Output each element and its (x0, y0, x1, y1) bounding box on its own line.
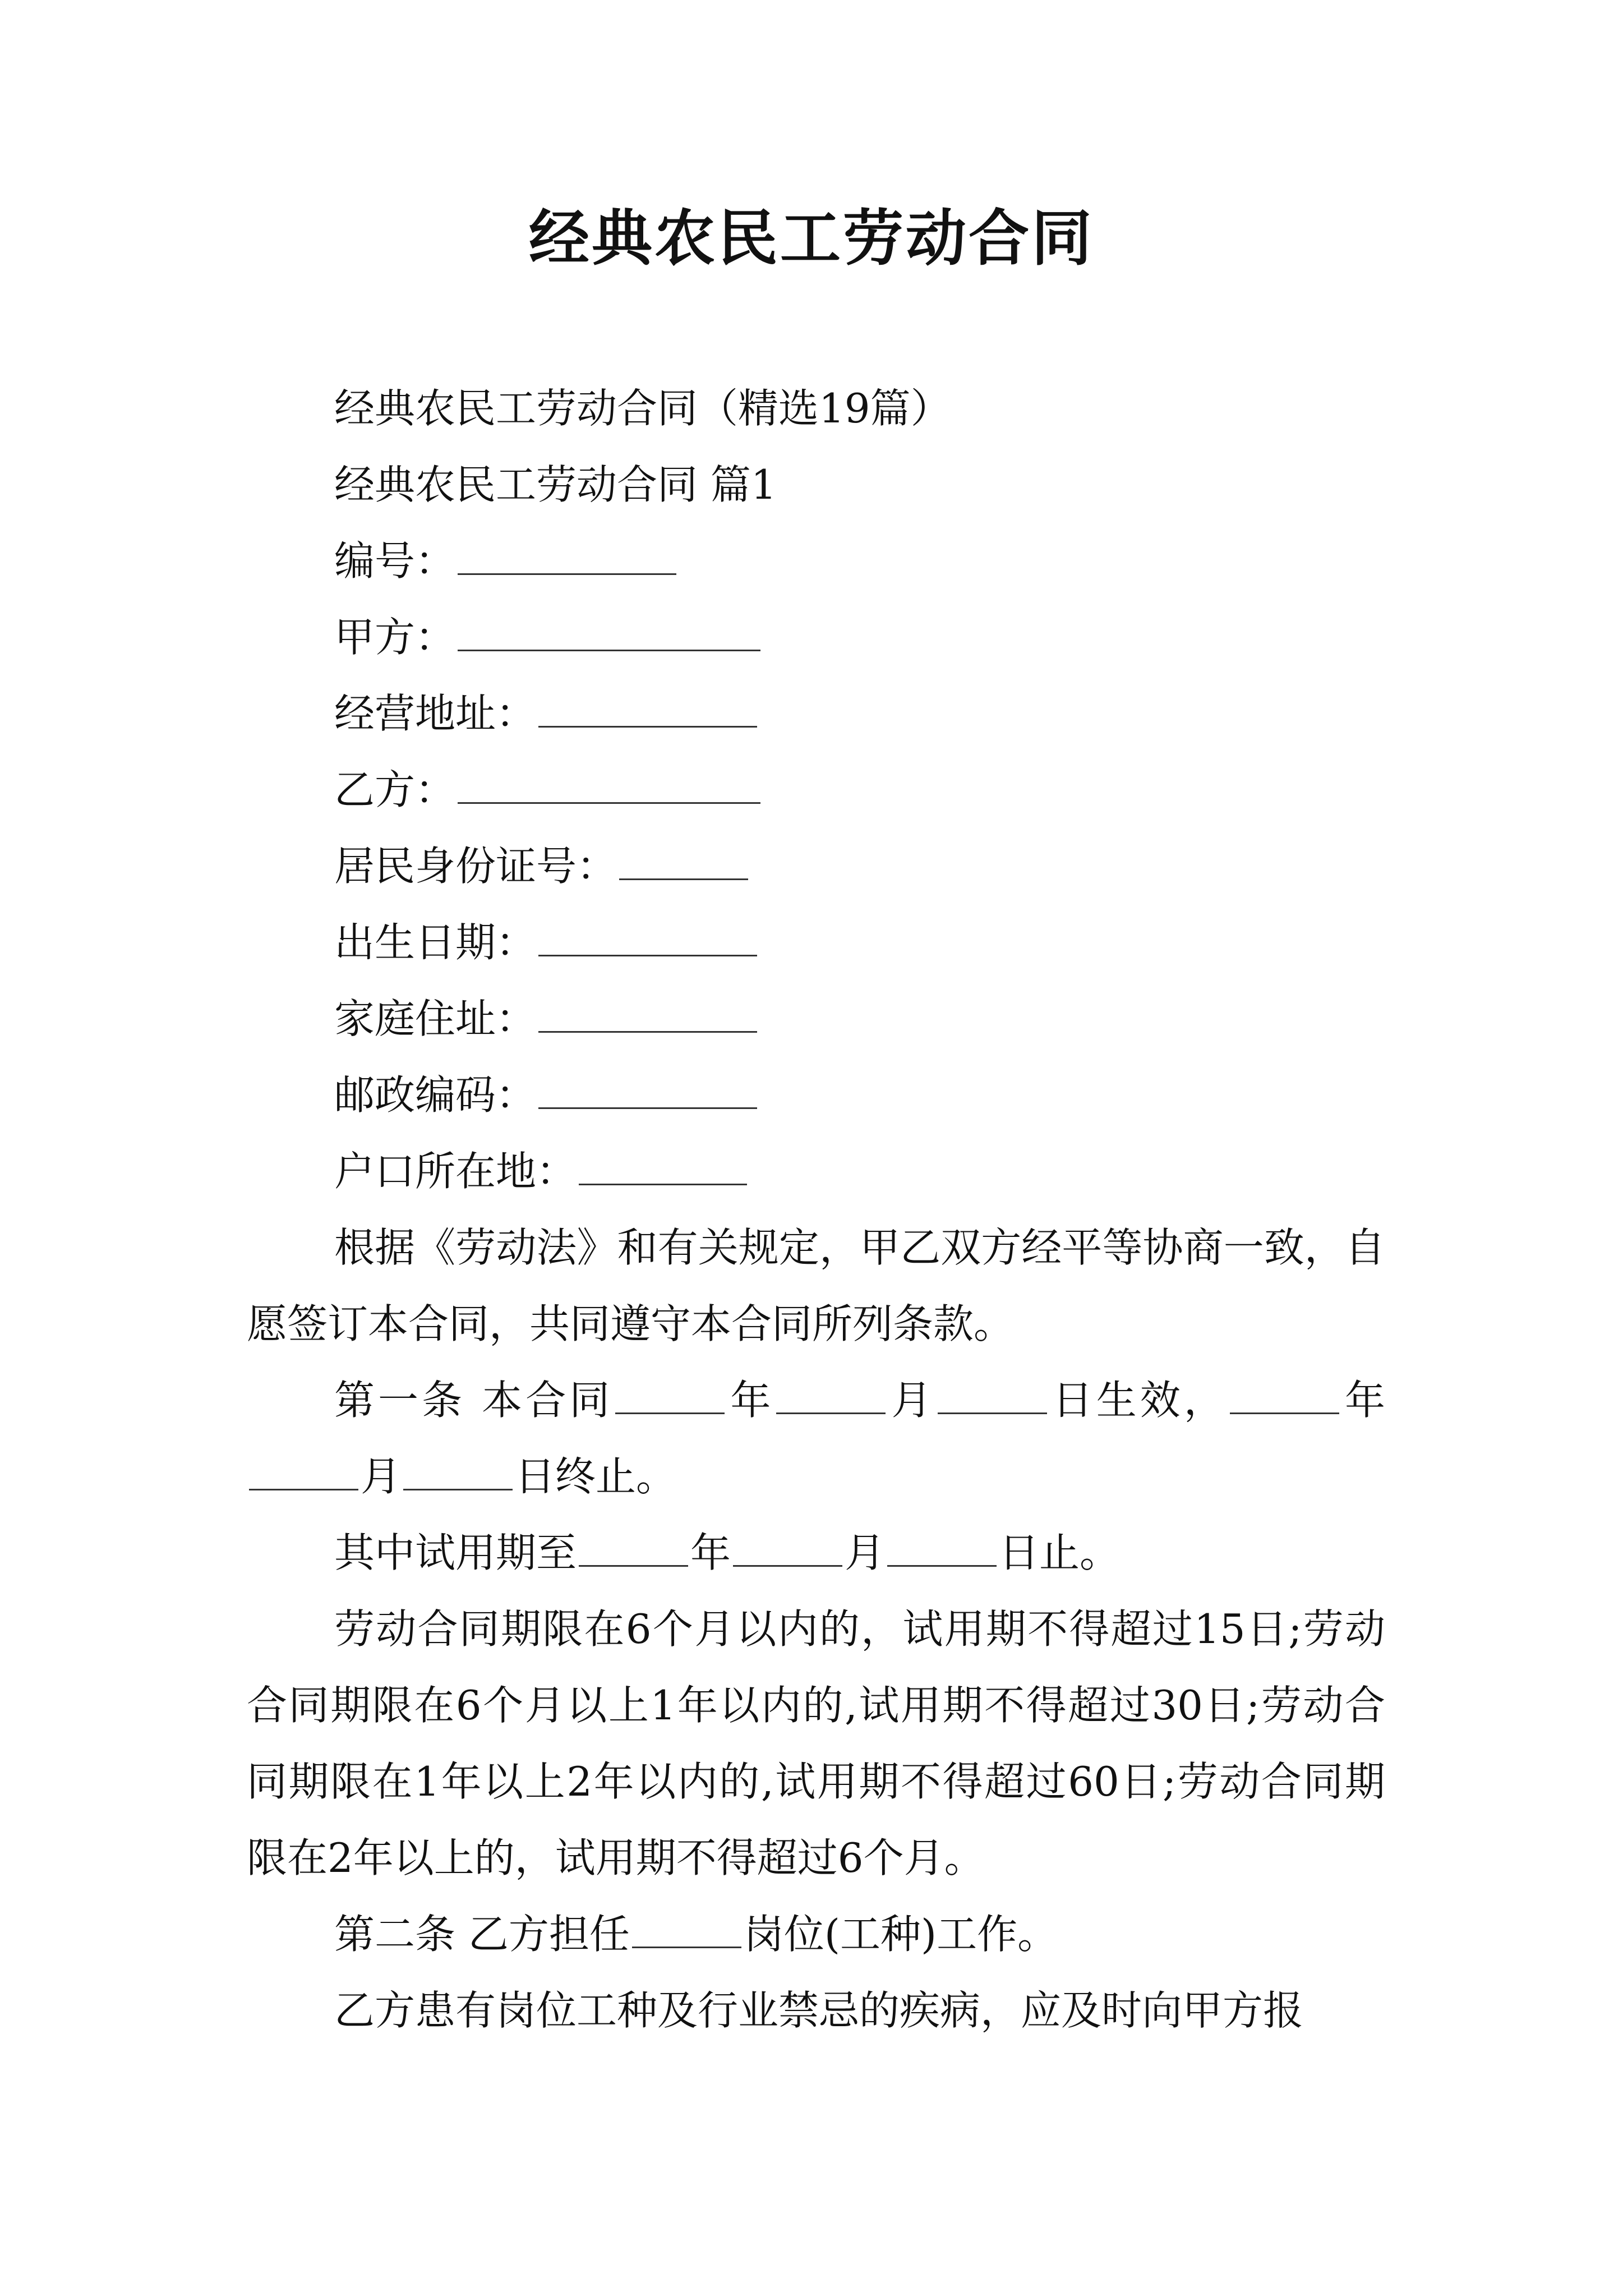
year-label: 年 (1341, 1377, 1385, 1424)
blank-line (632, 1914, 741, 1948)
field-label: 户口所在地： (334, 1148, 577, 1195)
blank-line (579, 1533, 688, 1567)
article-2-suffix: 岗位(工种)工作。 (743, 1911, 1058, 1958)
year-label: 年 (690, 1529, 731, 1576)
probation-prefix: 其中试用期至 (334, 1529, 577, 1576)
blank-line (538, 693, 757, 728)
blank-line (458, 617, 760, 651)
article-2 (247, 1896, 1385, 1972)
day-end-label: 日终止。 (515, 1453, 677, 1500)
blank-line (538, 922, 757, 956)
field-label: 甲方： (334, 614, 456, 661)
blank-line (538, 999, 757, 1033)
field-label: 编号： (334, 537, 456, 585)
day-end-label: 日止。 (999, 1529, 1121, 1576)
field-label: 出生日期： (334, 919, 537, 966)
paragraph-disease: 乙方患有岗位工种及行业禁忌的疾病，应及时向甲方报 (334, 1987, 1304, 2034)
document-title: 经典农民工劳动合同 (528, 203, 1094, 274)
blank-line (619, 846, 748, 880)
blank-line (887, 1533, 997, 1567)
field-label: 经营地址： (334, 690, 537, 737)
blank-line (458, 770, 760, 804)
section-heading: 经典农民工劳动合同 篇1 (334, 461, 777, 508)
field-postal-code (247, 1057, 1385, 1133)
blank-line (458, 541, 676, 575)
month-label: 月 (845, 1529, 886, 1576)
field-number (247, 523, 1385, 599)
field-id-number (247, 828, 1385, 904)
year-label: 年 (727, 1377, 774, 1424)
article-1-prefix: 第一条 本合同 (334, 1377, 614, 1424)
probation-period (247, 1515, 1385, 1591)
blank-line (249, 1456, 358, 1490)
paragraph-probation-rules: 劳动合同期限在6个月以内的，试用期不得超过15日;劳动合同期限在6个月以上1年以内的,试用期不得超过30日;劳动合同期限在1年以上2年以内的,试用期不得超过60日;劳动合同期限在2年以上的，试用期不得超过6个月。 (247, 1605, 1385, 1881)
field-label: 家庭住址： (334, 995, 537, 1042)
field-birth-date (247, 904, 1385, 981)
document-body (247, 370, 1385, 2049)
blank-line (538, 1075, 757, 1109)
blank-line (1230, 1380, 1339, 1414)
month-label: 月 (361, 1453, 402, 1500)
blank-line (733, 1533, 842, 1567)
article-2-prefix: 第二条 乙方担任 (334, 1911, 630, 1958)
field-home-address (247, 981, 1385, 1057)
field-household-registration (247, 1133, 1385, 1209)
month-label: 月 (888, 1377, 935, 1424)
blank-line (776, 1380, 886, 1414)
blank-line (579, 1151, 747, 1185)
field-party-b (247, 752, 1385, 828)
field-party-a (247, 599, 1385, 675)
blank-line (403, 1456, 513, 1490)
field-business-address (247, 675, 1385, 752)
document-subtitle: 经典农民工劳动合同（精选19篇） (334, 385, 951, 432)
article-1 (247, 1362, 1385, 1515)
day-effective-label: 日生效， (1049, 1377, 1228, 1424)
field-label: 邮政编码： (334, 1071, 537, 1119)
paragraph-intro: 根据《劳动法》和有关规定，甲乙双方经平等协商一致，自愿签订本合同，共同遵守本合同所列条款。 (247, 1224, 1385, 1347)
blank-line (615, 1380, 725, 1414)
field-label: 居民身份证号： (334, 843, 617, 890)
field-label: 乙方： (334, 766, 456, 813)
blank-line (938, 1380, 1047, 1414)
